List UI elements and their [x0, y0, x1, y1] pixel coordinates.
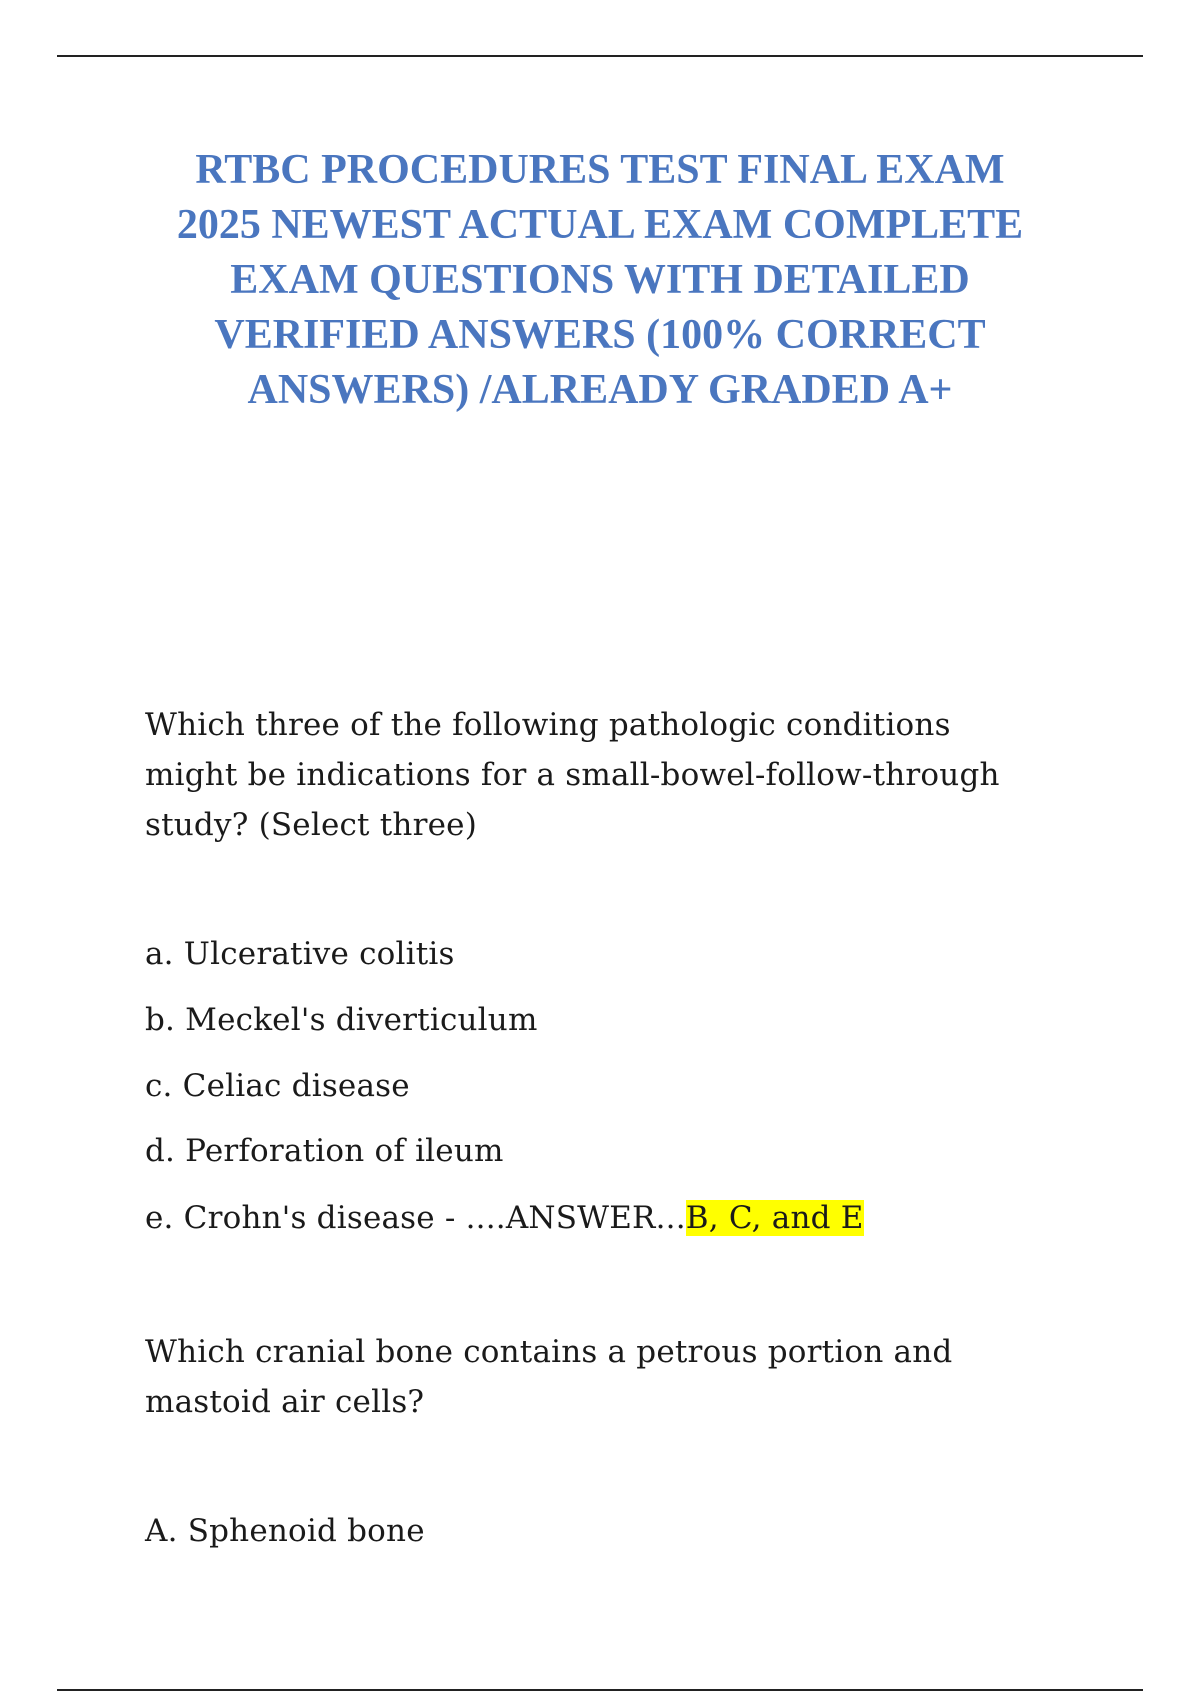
question-line: might be indications for a small-bowel-follow-through	[145, 757, 1000, 793]
option-a: a. Ulcerative colitis	[145, 936, 455, 972]
option-b: b. Meckel's diverticulum	[145, 1002, 538, 1038]
title-line: EXAM QUESTIONS WITH DETAILED	[230, 257, 970, 303]
answer-highlight: B, C, and E	[685, 1200, 864, 1236]
title-line: ANSWERS) /ALREADY GRADED A+	[247, 367, 953, 413]
option-e	[145, 1196, 864, 1240]
question-line: mastoid air cells?	[145, 1384, 425, 1420]
question-2-text	[145, 1327, 1065, 1427]
question-line: Which cranial bone contains a petrous portion and	[145, 1334, 953, 1370]
option-d: d. Perforation of ileum	[145, 1133, 504, 1169]
title-line: VERIFIED ANSWERS (100% CORRECT	[214, 312, 986, 358]
bottom-rule	[57, 1689, 1143, 1691]
question-line: study? (Select three)	[145, 807, 478, 843]
question-1-text	[145, 700, 1065, 850]
top-rule	[57, 55, 1143, 57]
option-A: A. Sphenoid bone	[145, 1513, 425, 1549]
option-c: c. Celiac disease	[145, 1068, 410, 1104]
option-e-label: e. Crohn's disease - ....ANSWER...	[145, 1200, 686, 1236]
document-title	[130, 143, 1070, 418]
question-line: Which three of the following pathologic conditions	[145, 707, 951, 743]
title-line: 2025 NEWEST ACTUAL EXAM COMPLETE	[176, 202, 1024, 248]
title-line: RTBC PROCEDURES TEST FINAL EXAM	[195, 147, 1005, 193]
